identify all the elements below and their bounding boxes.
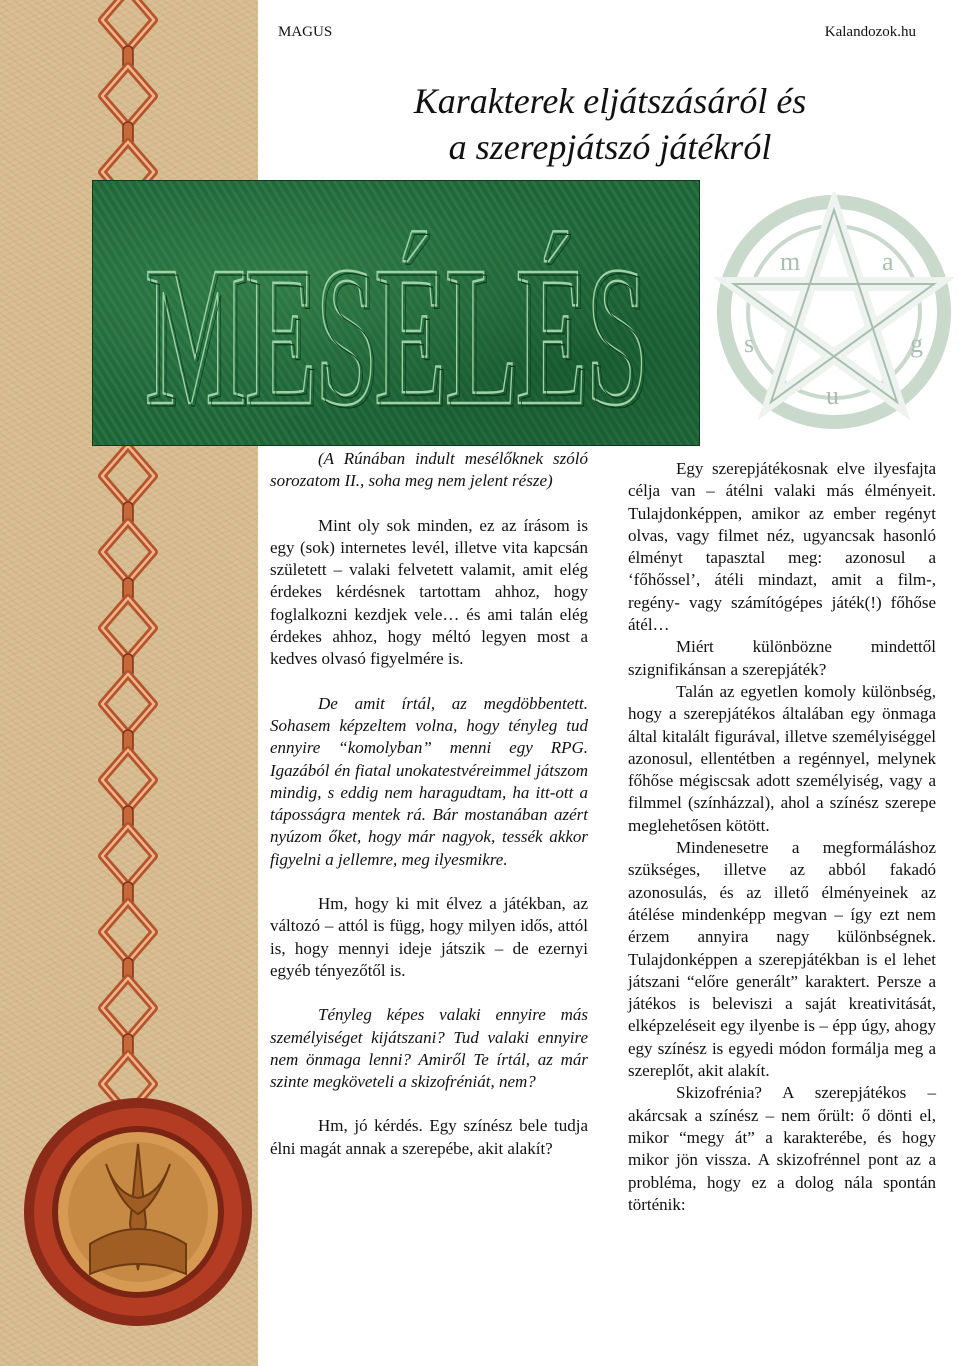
article-column-left [270, 448, 588, 1160]
chain-link-highlight [102, 826, 154, 886]
chain-link-highlight [102, 66, 154, 126]
banner-lettering [93, 181, 699, 445]
paragraph: Egy szerepjátékosnak elve ilyesfajta célja van – átélni valaki más élményeit. Tulajdonképpen, amikor az ember regényt olvas, vagy filmet néz, ugyancsak hasonló élményt tapasztal meg: azonosul a ‘főhőssel’, átéli mindazt, amit a film-, regény- vagy számítógépes játék(!) főhőse átél… [628, 459, 936, 635]
paragraph: Miért különbözne mindettől szignifikánsan a szerepjáték? [628, 637, 936, 679]
chain-link [102, 902, 154, 962]
header-site-name: Kalandozok.hu [824, 24, 916, 40]
intro-note: (A Rúnában indult mesélőknek szóló sorozatom II., soha meg nem jelent része) [270, 449, 588, 491]
chain-link-highlight [102, 446, 154, 506]
chain-link [102, 674, 154, 734]
pentacle-emblem [714, 192, 954, 432]
title-line-2: a szerepjátszó játékról [448, 127, 772, 167]
chain-link [102, 446, 154, 506]
paragraph: Mint oly sok minden, ez az írásom is egy (sok) internetes levél, illetve vita kapcsán született – valaki felvetett valamit, amit elég érdekes kérdésnek tartottam ahhoz, hogy foglalkozni kezdjek vele… és ami talán elég érdekes ahhoz, hogy méltó legyen most a kedves olvasó figyelmére is. [270, 515, 588, 669]
chain-link-highlight [102, 902, 154, 962]
header-magazine-name: MAGUS [278, 24, 333, 40]
chain-link [102, 750, 154, 810]
banner-word: MESÉLÉS [146, 226, 646, 445]
paragraph: Skizofrénia? A szerepjátékos – akárcsak a színész – nem őrült: ő dönti el, mikor “megy át” a karakterébe, és hogy mikor jön vissza. A skizofrénnel pont az a probléma, hogy ez a dolog nála spontán történik: [628, 1083, 936, 1214]
chain-link [102, 0, 154, 50]
emblem-letter: g [910, 329, 923, 358]
medallion-emblem [20, 1094, 256, 1330]
chain-link-highlight [102, 598, 154, 658]
article-column-right [628, 458, 936, 1216]
chain-link [102, 66, 154, 126]
title-line-1: Karakterek eljátszásáról és [413, 81, 807, 121]
quoted-letter: De amit írtál, az megdöbbentett. Sohasem képzeltem volna, hogy tényleg tud ennyire “komolyban” menni egy RPG. Igazából én fiatal unokatestvéreimmel játszom mindig, s eddig nem haragudtam, ha itt-ott a táposságra mentek rá. Bár mostanában azért nyúzom őket, hogy már nagyok, tessék akkor figyelni a jellemre, meg ilyesmikre. [270, 693, 588, 869]
emblem-letter: m [780, 247, 801, 276]
banner-word-shadow: MESÉLÉS [149, 229, 649, 445]
chain-link-highlight [102, 522, 154, 582]
chain-link-highlight [102, 674, 154, 734]
chain-link-highlight [102, 750, 154, 810]
chain-link [102, 826, 154, 886]
emblem-letter: u [826, 381, 839, 410]
chain-link-highlight [102, 978, 154, 1038]
quoted-letter: Tényleg képes valaki ennyire más személyiséget kijátszani? Tud valaki ennyire nem önmaga lenni? Amiről Te írtál, az már szinte megköveteli a skizofréniát, nem? [270, 1005, 588, 1092]
chain-link [102, 598, 154, 658]
emblem-letter: s [744, 329, 755, 358]
paragraph: Mindenesetre a megformáláshoz szükséges, illetve az abból fakadó azonosulás, és az illető élményeinek az átélése mindenképp megvan – így ezt nem érzem annyira nagy különbségnek. Tulajdonképpen a szerepjátékban is el lehet játszani “előre generált” karaktert. Persze a játékos is beleviszi a saját kreativitását, elképzeléseit egy ilyenbe is – épp úgy, ahogy egy színész is egyedi módon formálja meg a szereplőt, akit alakít. [628, 838, 936, 1081]
chain-link [102, 522, 154, 582]
paragraph: Hm, hogy ki mit élvez a játékban, az változó – attól is függ, hogy milyen idős, attól is, hogy mennyi ideje játszik – de ezernyi egyéb tényezőtől is. [270, 894, 588, 980]
paragraph: Talán az egyetlen komoly különbség, hogy a szerepjátékos általában egy önmaga által kitalált figurával, illetve személyiséggel azonosul, ellentétben a regénnyel, melynek főhőse mégiscsak adott személyiség, vagy a filmmel (színházzal), ahol a színész szerepe meglehetősen kötött. [628, 681, 936, 835]
article-title [300, 78, 920, 170]
emblem-letter: a [882, 247, 894, 276]
paragraph: Hm, jó kérdés. Egy színész bele tudja élni magát annak a szerepébe, akit alakít? [270, 1116, 588, 1158]
meseles-banner [92, 180, 700, 446]
chain-link [102, 978, 154, 1038]
